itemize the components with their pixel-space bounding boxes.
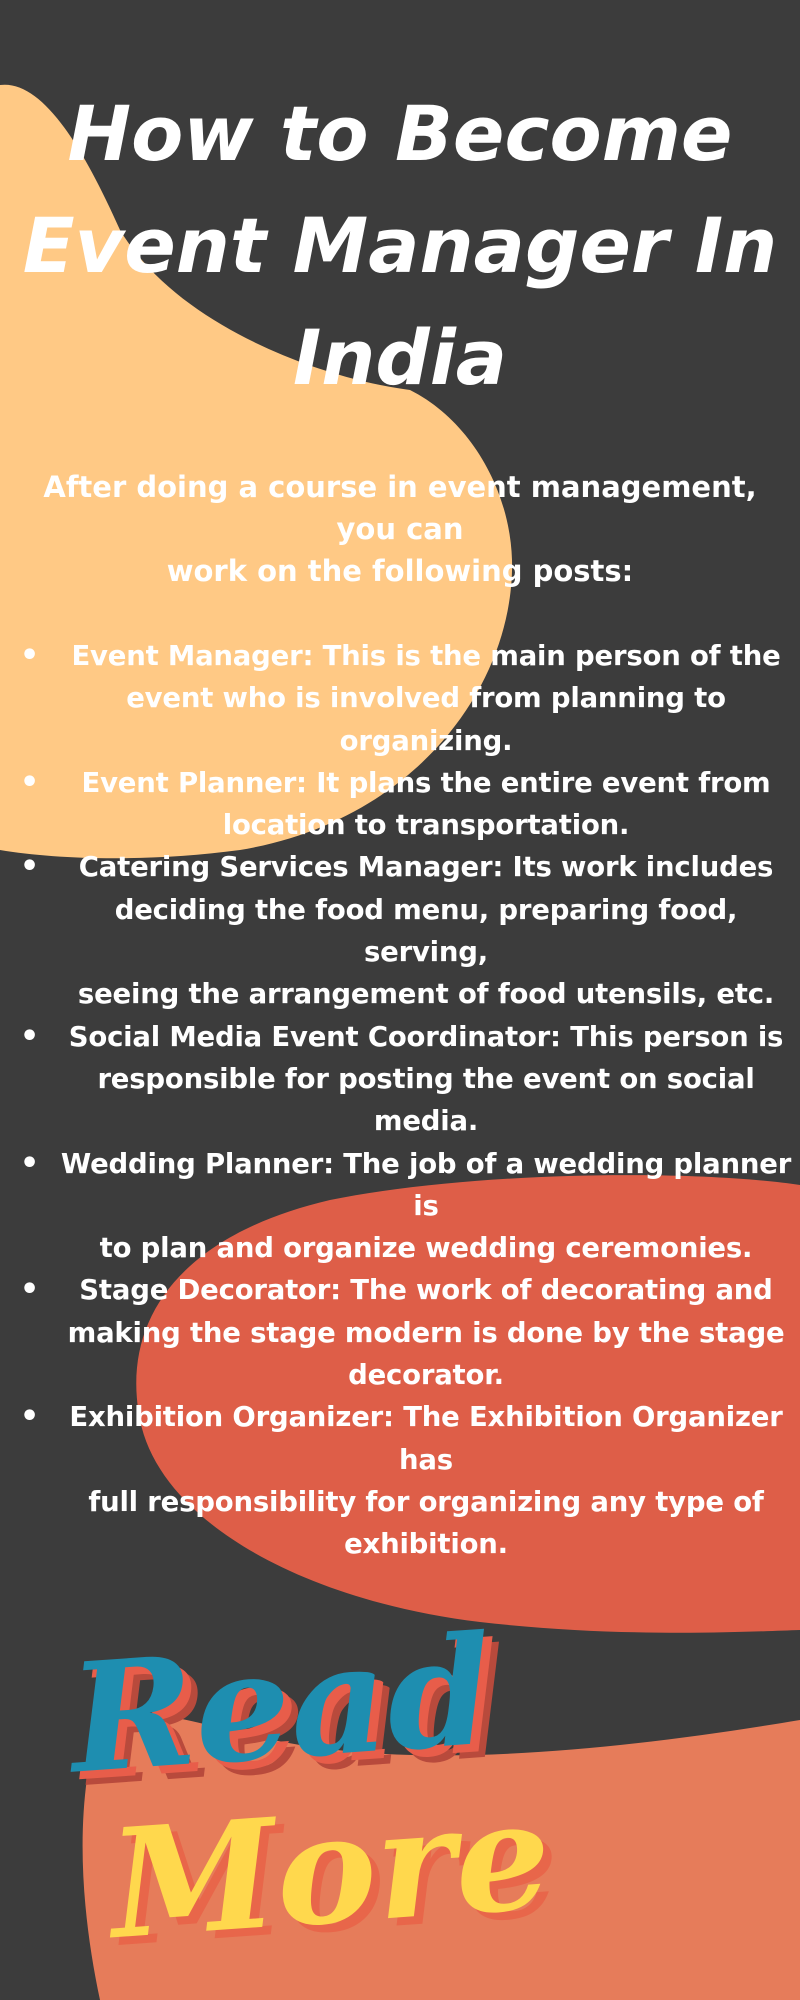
list-item	[20, 846, 800, 1015]
post-line: decorator.	[348, 1359, 504, 1392]
intro-line: After doing a course in event management, you can	[43, 470, 757, 546]
post-line: exhibition.	[344, 1528, 508, 1561]
list-item	[20, 1269, 800, 1396]
bullet-icon: •	[20, 638, 39, 673]
post-line: Social Media Event Coordinator: This person is	[68, 1020, 784, 1053]
list-item	[20, 762, 800, 847]
post-line: Wedding Planner: The job of a wedding planner is	[60, 1147, 792, 1222]
post-line: seeing the arrangement of food utensils, etc.	[77, 978, 775, 1011]
posts-list	[20, 635, 800, 1566]
intro-text	[12, 466, 788, 592]
post-line: Event Manager: This is the main person of the	[71, 640, 781, 672]
post-line: to plan and organize wedding ceremonies.	[99, 1232, 753, 1265]
title-line: India	[292, 313, 508, 402]
bullet-icon: •	[20, 1399, 39, 1435]
read-more-link[interactable]	[60, 1600, 557, 1980]
title-line: Event Manager In	[22, 201, 778, 290]
post-line: location to transportation.	[222, 809, 630, 842]
post-line: making the stage modern is done by the stage	[67, 1316, 785, 1349]
list-item	[20, 635, 800, 762]
post-line: full responsibility for organizing any type of	[88, 1485, 764, 1518]
bullet-icon: •	[20, 764, 39, 800]
read-more-word-read: Read	[64, 1602, 498, 1808]
post-line: Exhibition Organizer: The Exhibition Organizer has	[69, 1401, 783, 1476]
post-line: Event Planner: It plans the entire event from	[81, 766, 771, 799]
bullet-icon: •	[20, 1018, 39, 1054]
post-line: organizing.	[339, 724, 513, 757]
intro-line: work on the following posts:	[166, 554, 634, 588]
post-line: event who is involved from planning to	[126, 682, 726, 715]
read-more-word-more: More	[104, 1766, 557, 1974]
post-line: Stage Decorator: The work of decorating and	[79, 1274, 773, 1307]
post-line: deciding the food menu, preparing food, serving,	[114, 893, 738, 969]
title-line: How to Become	[67, 89, 733, 178]
list-item	[20, 1396, 800, 1565]
post-line: responsible for posting the event on social media.	[97, 1062, 755, 1138]
list-item	[20, 1016, 800, 1143]
post-line: Catering Services Manager: Its work includes	[78, 851, 774, 884]
bullet-icon: •	[20, 1272, 39, 1308]
page-title	[20, 78, 780, 414]
bullet-icon: •	[20, 849, 39, 885]
bullet-icon: •	[20, 1145, 39, 1181]
list-item	[20, 1143, 800, 1270]
